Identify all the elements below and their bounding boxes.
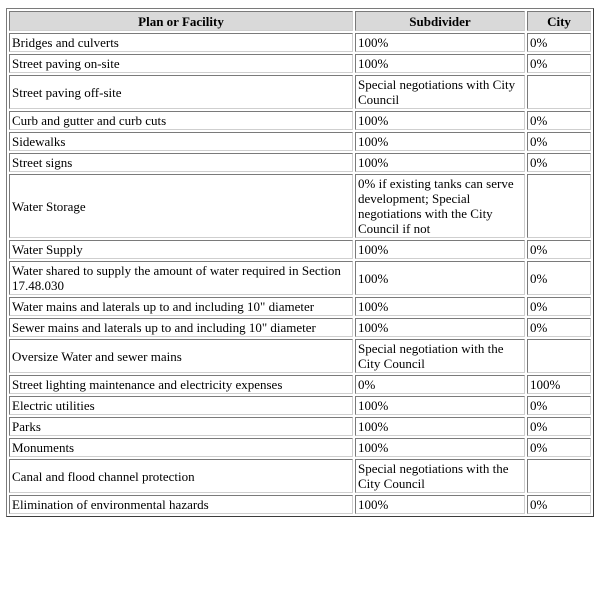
cell-city [527,174,591,238]
cell-subdivider: 0% [355,375,525,394]
table-row [9,54,591,73]
cell-subdivider: 100% [355,261,525,295]
cell-subdivider: 100% [355,54,525,73]
cell-plan-or-facility: Monuments [9,438,353,457]
table-row [9,261,591,295]
table-row [9,459,591,493]
cell-subdivider: 100% [355,132,525,151]
cell-subdivider: 100% [355,438,525,457]
table-row [9,375,591,394]
cell-subdivider: 100% [355,495,525,514]
cell-plan-or-facility: Street paving on-site [9,54,353,73]
cell-plan-or-facility: Sewer mains and laterals up to and including 10" diameter [9,318,353,337]
cell-plan-or-facility: Street lighting maintenance and electricity expenses [9,375,353,394]
table-row [9,111,591,130]
cell-plan-or-facility: Sidewalks [9,132,353,151]
table-row [9,174,591,238]
cell-city: 0% [527,297,591,316]
header-city: City [527,11,591,31]
cell-plan-or-facility: Canal and flood channel protection [9,459,353,493]
cell-city: 0% [527,495,591,514]
cell-city [527,75,591,109]
cell-subdivider: Special negotiations with the City Council [355,459,525,493]
cell-city: 0% [527,240,591,259]
table-row [9,495,591,514]
cell-subdivider: 0% if existing tanks can serve development; Special negotiations with the City Council if not [355,174,525,238]
table-row [9,396,591,415]
cell-plan-or-facility: Curb and gutter and curb cuts [9,111,353,130]
cell-city [527,459,591,493]
cell-city: 0% [527,111,591,130]
cell-subdivider: 100% [355,33,525,52]
table-body [9,33,591,514]
cell-city: 0% [527,261,591,295]
cell-city: 0% [527,318,591,337]
table-row [9,33,591,52]
header-plan-or-facility: Plan or Facility [9,11,353,31]
cell-subdivider: Special negotiations with City Council [355,75,525,109]
table-row [9,318,591,337]
cost-allocation-table-wrapper [6,8,594,517]
table-row [9,339,591,373]
cell-plan-or-facility: Elimination of environmental hazards [9,495,353,514]
cell-city: 100% [527,375,591,394]
cell-subdivider: 100% [355,318,525,337]
cell-plan-or-facility: Water mains and laterals up to and including 10" diameter [9,297,353,316]
cell-subdivider: 100% [355,297,525,316]
cell-plan-or-facility: Oversize Water and sewer mains [9,339,353,373]
cell-plan-or-facility: Street paving off-site [9,75,353,109]
table-row [9,132,591,151]
cell-city: 0% [527,417,591,436]
cell-plan-or-facility: Water shared to supply the amount of water required in Section 17.48.030 [9,261,353,295]
cost-allocation-table [6,8,594,517]
cell-city: 0% [527,54,591,73]
cell-subdivider: 100% [355,240,525,259]
table-row [9,153,591,172]
cell-plan-or-facility: Water Supply [9,240,353,259]
table-row [9,240,591,259]
cell-city: 0% [527,33,591,52]
cell-plan-or-facility: Water Storage [9,174,353,238]
table-row [9,297,591,316]
table-header [9,11,591,31]
table-row [9,75,591,109]
cell-city [527,339,591,373]
cell-plan-or-facility: Parks [9,417,353,436]
cell-city: 0% [527,438,591,457]
cell-city: 0% [527,132,591,151]
cell-plan-or-facility: Bridges and culverts [9,33,353,52]
cell-subdivider: 100% [355,396,525,415]
cell-city: 0% [527,396,591,415]
cell-plan-or-facility: Electric utilities [9,396,353,415]
cell-city: 0% [527,153,591,172]
header-subdivider: Subdivider [355,11,525,31]
cell-subdivider: 100% [355,153,525,172]
cell-subdivider: Special negotiation with the City Council [355,339,525,373]
header-row [9,11,591,31]
cell-plan-or-facility: Street signs [9,153,353,172]
table-row [9,438,591,457]
table-row [9,417,591,436]
cell-subdivider: 100% [355,111,525,130]
cell-subdivider: 100% [355,417,525,436]
